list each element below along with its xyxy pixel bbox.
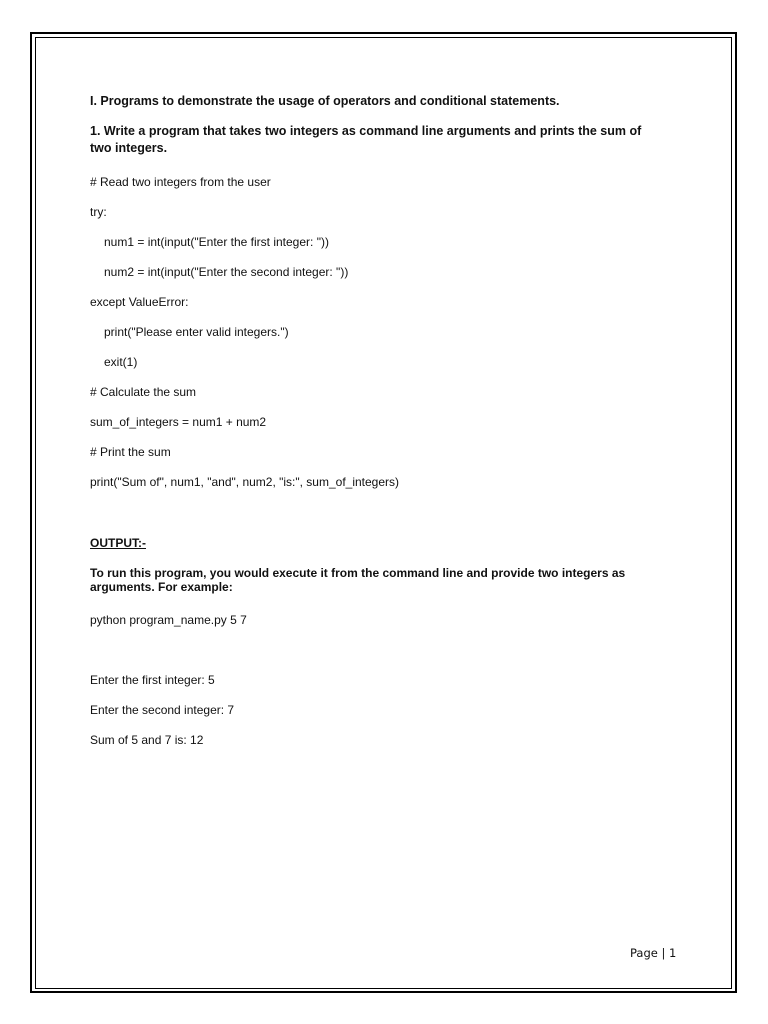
code-line: num2 = int(input("Enter the second integer: "))	[104, 265, 349, 279]
code-line: # Read two integers from the user	[90, 175, 271, 189]
output-description: To run this program, you would execute it from the command line and provide two integers as arguments. For example:	[90, 566, 626, 594]
question-title: 1. Write a program that takes two integers as command line arguments and prints the sum of two integers.	[90, 124, 642, 155]
code-line: num1 = int(input("Enter the first integer: "))	[104, 235, 329, 249]
code-line: print("Please enter valid integers.")	[104, 325, 289, 339]
code-line: # Print the sum	[90, 445, 171, 459]
output-line: Enter the second integer: 7	[90, 703, 235, 717]
code-line: except ValueError:	[90, 295, 189, 309]
output-label: OUTPUT:-	[90, 536, 146, 550]
page-number: Page | 1	[630, 946, 677, 960]
code-line: # Calculate the sum	[90, 385, 197, 399]
output-line: Enter the first integer: 5	[90, 673, 215, 687]
code-line: try:	[90, 205, 107, 219]
output-line: Sum of 5 and 7 is: 12	[90, 733, 204, 747]
code-line: print("Sum of", num1, "and", num2, "is:", sum_of_integers)	[90, 475, 400, 489]
document-body	[90, 93, 690, 747]
command-line: python program_name.py 5 7	[90, 613, 247, 627]
section-heading: I. Programs to demonstrate the usage of operators and conditional statements.	[90, 94, 560, 108]
code-line: sum_of_integers = num1 + num2	[90, 415, 267, 429]
code-line: exit(1)	[104, 355, 138, 369]
